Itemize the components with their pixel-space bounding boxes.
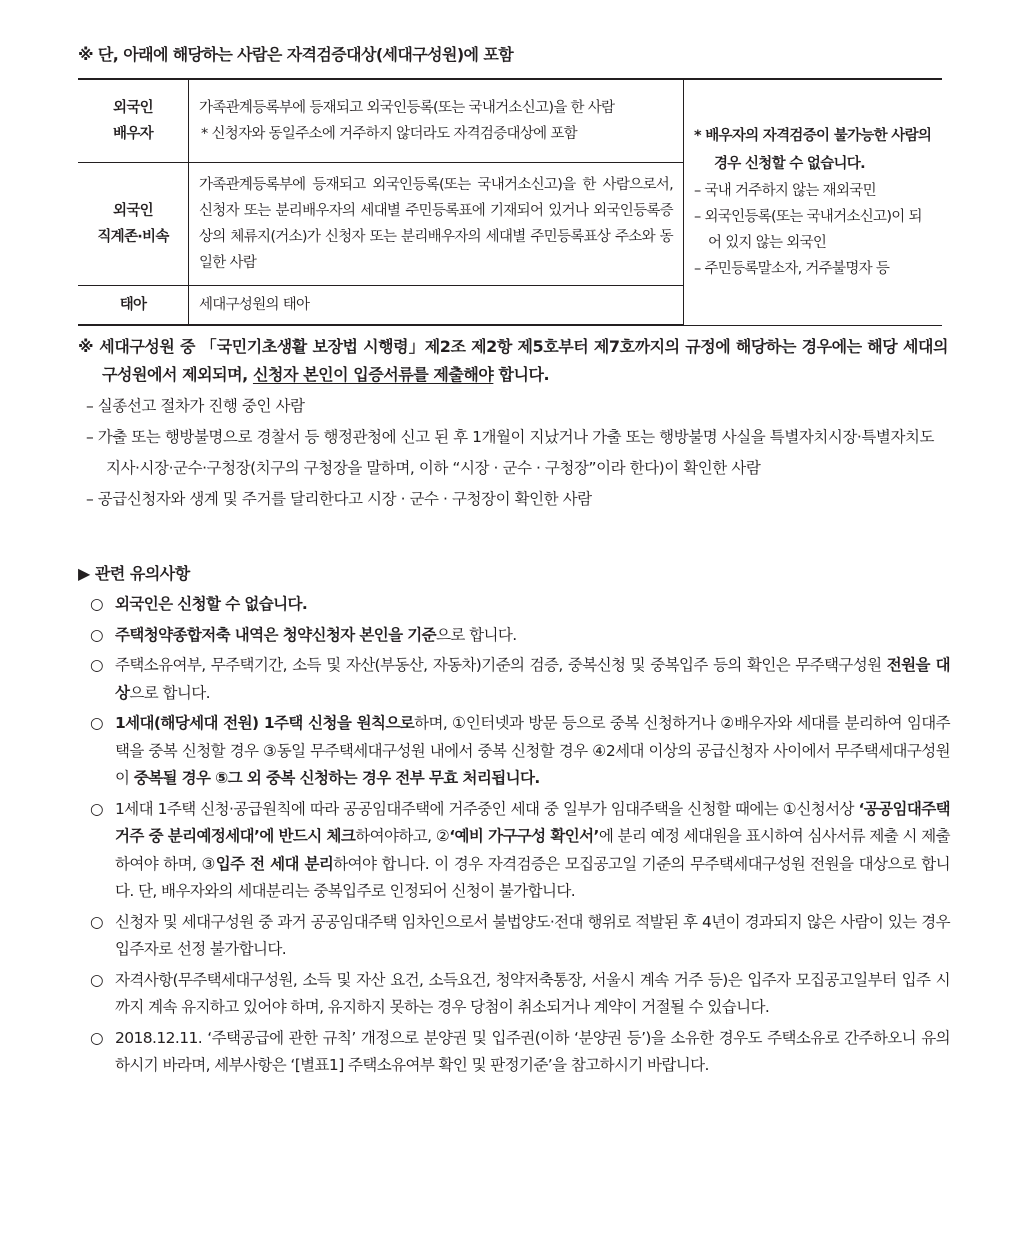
list-item <box>90 967 950 1022</box>
caution-text: 하며, ①인터넷과 방문 등으로 중복 신청하거나 ②배우자와 세대를 분리하여 임대주택을 중복 신청할 경우 ③동일 무주택세대구성원 내에서 중복 신청할 경우 ④2세대 이상의 공급신청자 사이에서 무주택세대구성원이 <box>115 714 950 787</box>
side-note-cell <box>684 79 943 325</box>
caution-text: 자격사항(무주택세대구성원, 소득 및 자산 요건, 소득요건, 청약저축통장, 서울시 계속 거주 등)은 입주자 모집공고일부터 입주 시까지 계속 유지하고 있어야 하며, 유지하지 못하는 경우 당첨이 취소되거나 계약이 거절될 수 있습니다. <box>115 970 950 1016</box>
caution-text-bold: 주택청약종합저축 내역은 청약신청자 본인을 기준 <box>115 625 437 644</box>
list-item <box>90 710 950 793</box>
caution-text-bold: ‘예비 가구구성 확인서’ <box>449 827 599 845</box>
list-item <box>90 796 950 906</box>
cautions-list <box>90 591 950 1083</box>
caution-text-bold: 입주 전 세대 분리 <box>215 854 334 873</box>
caution-text: 하여야 합니다. 이 경우 자격검증은 모집공고일 기준의 무주택세대구성원 전원을 대상으로 합니다. 단, 배우자와의 세대분리는 중복입주로 인정되어 신청이 불가합니다. <box>115 854 950 900</box>
list-item: – 가출 또는 행방불명으로 경찰서 등 행정관청에 신고 된 후 1개월이 지났거나 가출 또는 행방불명 사실을 특별자치시장·특별자치도지사·시장·군수·구청장(치구의 구청장을 말하며, 이하 “시장 · 군수 · 구청장”이라 한다)이 확인한 사람 <box>86 428 935 477</box>
circle-bullet-icon: ○ <box>90 970 103 989</box>
list-item <box>90 622 950 650</box>
caution-text: 하여야하고, ② <box>355 827 450 845</box>
caution-text: 1세대 1주택 신청·공급원칙에 따라 공공임대주택에 거주중인 세대 중 일부가 임대주택을 신청할 때에는 ①신청서상 <box>115 799 859 818</box>
caution-text-bold: ‘공공임대주택 거주 중 분리예정세대’에 반드시 체크 <box>115 799 950 845</box>
circle-bullet-icon: ○ <box>90 714 103 732</box>
category-label: 외국인 배우자 <box>113 100 153 142</box>
side-note-item: – 외국인등록(또는 국내거소신고)이 되어 있지 않는 외국인 <box>694 209 922 252</box>
table-row <box>78 79 942 163</box>
caution-text-bold: 전원을 대상 <box>115 656 950 702</box>
exclusion-heading-text: ※ 세대구성원 중 「국민기초생활 보장법 시행령」제2조 제2항 제5호부터 제7호까지의 규정에 해당하는 경우에는 해당 세대의 구성원에서 제외되며, <box>78 337 948 384</box>
caution-text-bold: 1세대(해당세대 전원) 1주택 신청을 원칙으로 <box>115 714 415 732</box>
eligibility-table <box>78 78 942 326</box>
list-item: – 실종선고 절차가 진행 중인 사람 <box>86 397 305 415</box>
caution-text-bold: 외국인은 신청할 수 없습니다. <box>115 595 308 613</box>
caution-text: 2018.12.11. ‘주택공급에 관한 규칙’ 개정으로 분양권 및 입주권(이하 ‘분양권 등’)을 소유한 경우도 주택소유로 간주하오니 유의하시기 바라며, 세부사항은 ‘[별표1] 주택소유여부 확인 및 판정기준’을 참고하시기 바랍니다. <box>115 1028 950 1074</box>
circle-bullet-icon: ○ <box>90 1028 103 1047</box>
side-note-title: * 배우자의 자격검증이 불가능한 사람의 경우 신청할 수 없습니다. <box>694 128 932 173</box>
description-line: 세대구성원의 태아 <box>199 297 310 313</box>
caution-text: 에 분리 예정 세대원을 표시하여 심사서류 제출 시 제출하여야 하며, ③ <box>115 827 951 873</box>
caution-text: 주택소유여부, 무주택기간, 소득 및 자산(부동산, 자동차)기준의 검증, 중복신청 및 중복입주 등의 확인은 무주택구성원 <box>115 656 887 674</box>
circle-bullet-icon: ○ <box>90 625 103 644</box>
caution-text: 신청자 및 세대구성원 중 과거 공공임대주택 임차인으로서 불법양도·전대 행위로 적발된 후 4년이 경과되지 않은 사람이 있는 경우 입주자로 선정 불가합니다. <box>115 912 950 958</box>
cautions-title: ▶ 관련 유의사항 <box>78 564 190 583</box>
category-label: 태아 <box>119 297 147 313</box>
category-cell <box>78 163 189 286</box>
exclusion-section <box>78 333 948 515</box>
exclusion-heading-underlined: 신청자 본인이 입증서류를 제출해야 <box>252 365 494 384</box>
exclusion-list <box>78 391 948 515</box>
category-cell <box>78 79 189 163</box>
side-note-item: – 국내 거주하지 않는 재외국민 <box>694 183 876 200</box>
list-item <box>90 1025 950 1080</box>
description-cell <box>189 79 684 163</box>
list-item: – 공급신청자와 생계 및 주거를 달리한다고 시장 · 군수 · 구청장이 확인한 사람 <box>86 490 592 508</box>
list-item <box>90 909 950 964</box>
description-note: * 신청자와 동일주소에 거주하지 않더라도 자격검증대상에 포함 <box>201 126 577 142</box>
category-cell <box>78 286 189 326</box>
category-label: 외국인 직계존·비속 <box>97 203 169 245</box>
description-cell <box>189 286 684 326</box>
circle-bullet-icon: ○ <box>90 912 103 931</box>
caution-text: 으로 합니다. <box>129 683 210 702</box>
description-line: 가족관계등록부에 등재되고 외국인등록(또는 국내거소신고)을 한 사람으로서, 신청자 또는 분리배우자의 세대별 주민등록표에 기재되어 있거나 외국인등록증 상의 체류지(거소)가 신청자 또는 분리배우자의 세대별 주민등록표상 주소와 동일한 사람 <box>199 177 673 271</box>
side-note-item: – 주민등록말소자, 거주불명자 등 <box>694 261 890 278</box>
circle-bullet-icon: ○ <box>90 595 103 613</box>
list-item <box>90 591 950 619</box>
eligibility-note: ※ 단, 아래에 해당하는 사람은 자격검증대상(세대구성원)에 포함 <box>78 45 514 64</box>
circle-bullet-icon: ○ <box>90 799 103 818</box>
exclusion-heading <box>78 333 948 389</box>
exclusion-heading-end: 합니다. <box>493 365 550 384</box>
circle-bullet-icon: ○ <box>90 656 103 674</box>
description-cell <box>189 163 684 286</box>
list-item <box>90 652 950 707</box>
caution-text: 으로 합니다. <box>436 625 517 644</box>
description-line: 가족관계등록부에 등재되고 외국인등록(또는 국내거소신고)을 한 사람 <box>199 100 615 116</box>
caution-text-bold: 중복될 경우 ⑤그 외 중복 신청하는 경우 전부 무효 처리됩니다. <box>133 769 540 787</box>
